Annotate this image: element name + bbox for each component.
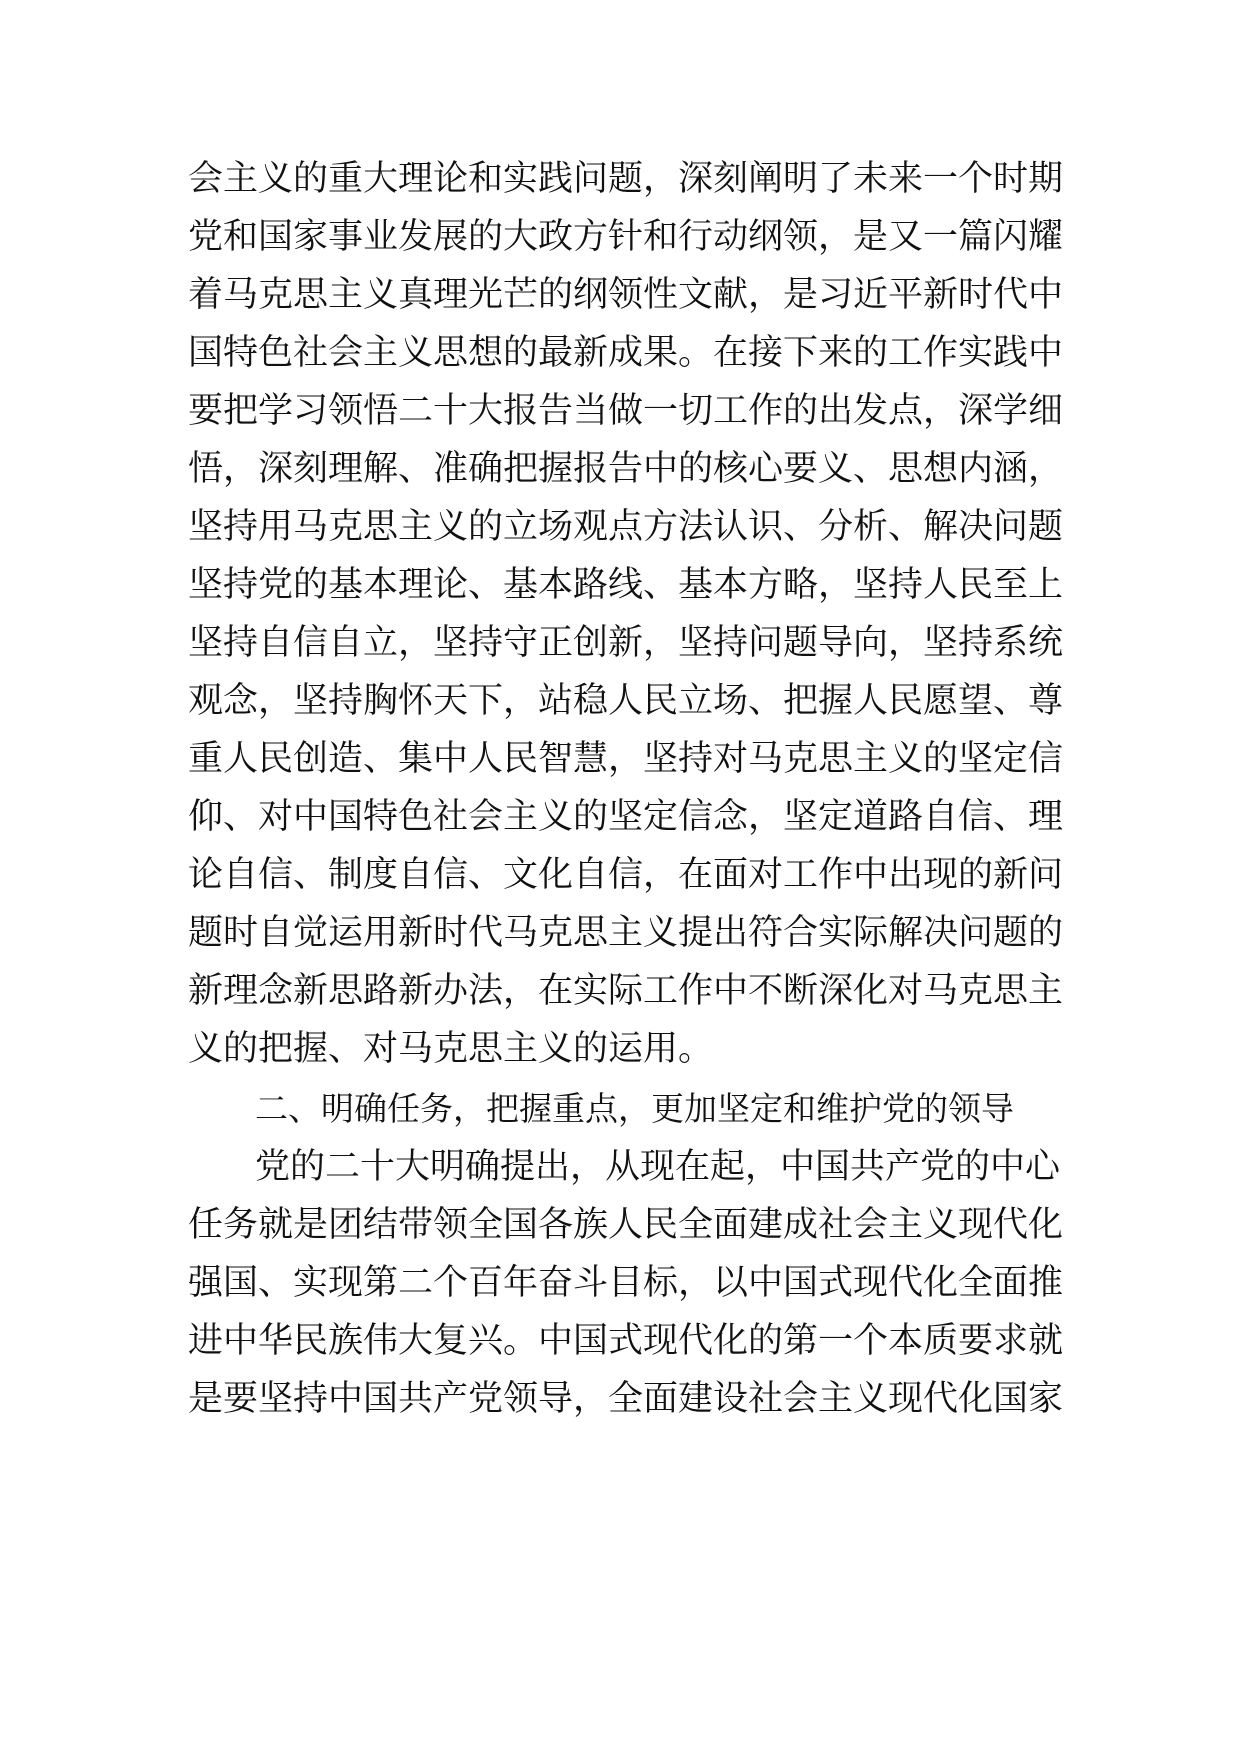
text-line: 义的把握、对马克思主义的运用。 — [188, 1029, 714, 1069]
text-line: 国特色社会主义思想的最新成果。在接下来的工作实践中 — [188, 333, 1064, 373]
text-line: 观念，坚持胸怀天下，站稳人民立场、把握人民愿望、尊 — [188, 681, 1064, 721]
text-line: 党和国家事业发展的大政方针和行动纲领，是又一篇闪耀 — [188, 217, 1064, 257]
text-line: 重人民创造、集中人民智慧，坚持对马克思主义的坚定信 — [188, 739, 1064, 779]
text-line: 悟，深刻理解、准确把握报告中的核心要义、思想内涵， — [188, 449, 1064, 489]
text-line: 任务就是团结带领全国各族人民全面建成社会主义现代化 — [188, 1205, 1064, 1245]
text-line: 新理念新思路新办法，在实际工作中不断深化对马克思主 — [188, 971, 1064, 1011]
text-line: 论自信、制度自信、文化自信，在面对工作中出现的新问 — [188, 855, 1064, 895]
text-line: 着马克思主义真理光芒的纲领性文献，是习近平新时代中 — [188, 275, 1064, 315]
text-line: 进中华民族伟大复兴。中国式现代化的第一个本质要求就 — [188, 1321, 1064, 1361]
text-line: 是要坚持中国共产党领导，全面建设社会主义现代化国家 — [188, 1379, 1064, 1419]
heading-line: 二、明确任务，把握重点，更加坚定和维护党的领导 — [255, 1089, 1014, 1128]
text-line: 仰、对中国特色社会主义的坚定信念，坚定道路自信、理 — [188, 797, 1064, 837]
text-line: 会主义的重大理论和实践问题，深刻阐明了未来一个时期 — [188, 159, 1064, 199]
text-line: 要把学习领悟二十大报告当做一切工作的出发点，深学细 — [188, 391, 1064, 431]
text-line: 党的二十大明确提出，从现在起，中国共产党的中心 — [255, 1147, 1061, 1187]
text-line: 坚持党的基本理论、基本路线、基本方略，坚持人民至上 — [188, 565, 1064, 605]
text-line: 坚持自信自立，坚持守正创新，坚持问题导向，坚持系统 — [188, 623, 1064, 663]
text-line: 强国、实现第二个百年奋斗目标，以中国式现代化全面推 — [188, 1263, 1064, 1303]
text-line: 题时自觉运用新时代马克思主义提出符合实际解决问题的 — [188, 913, 1064, 953]
text-line: 坚持用马克思主义的立场观点方法认识、分析、解决问题 — [188, 507, 1064, 547]
